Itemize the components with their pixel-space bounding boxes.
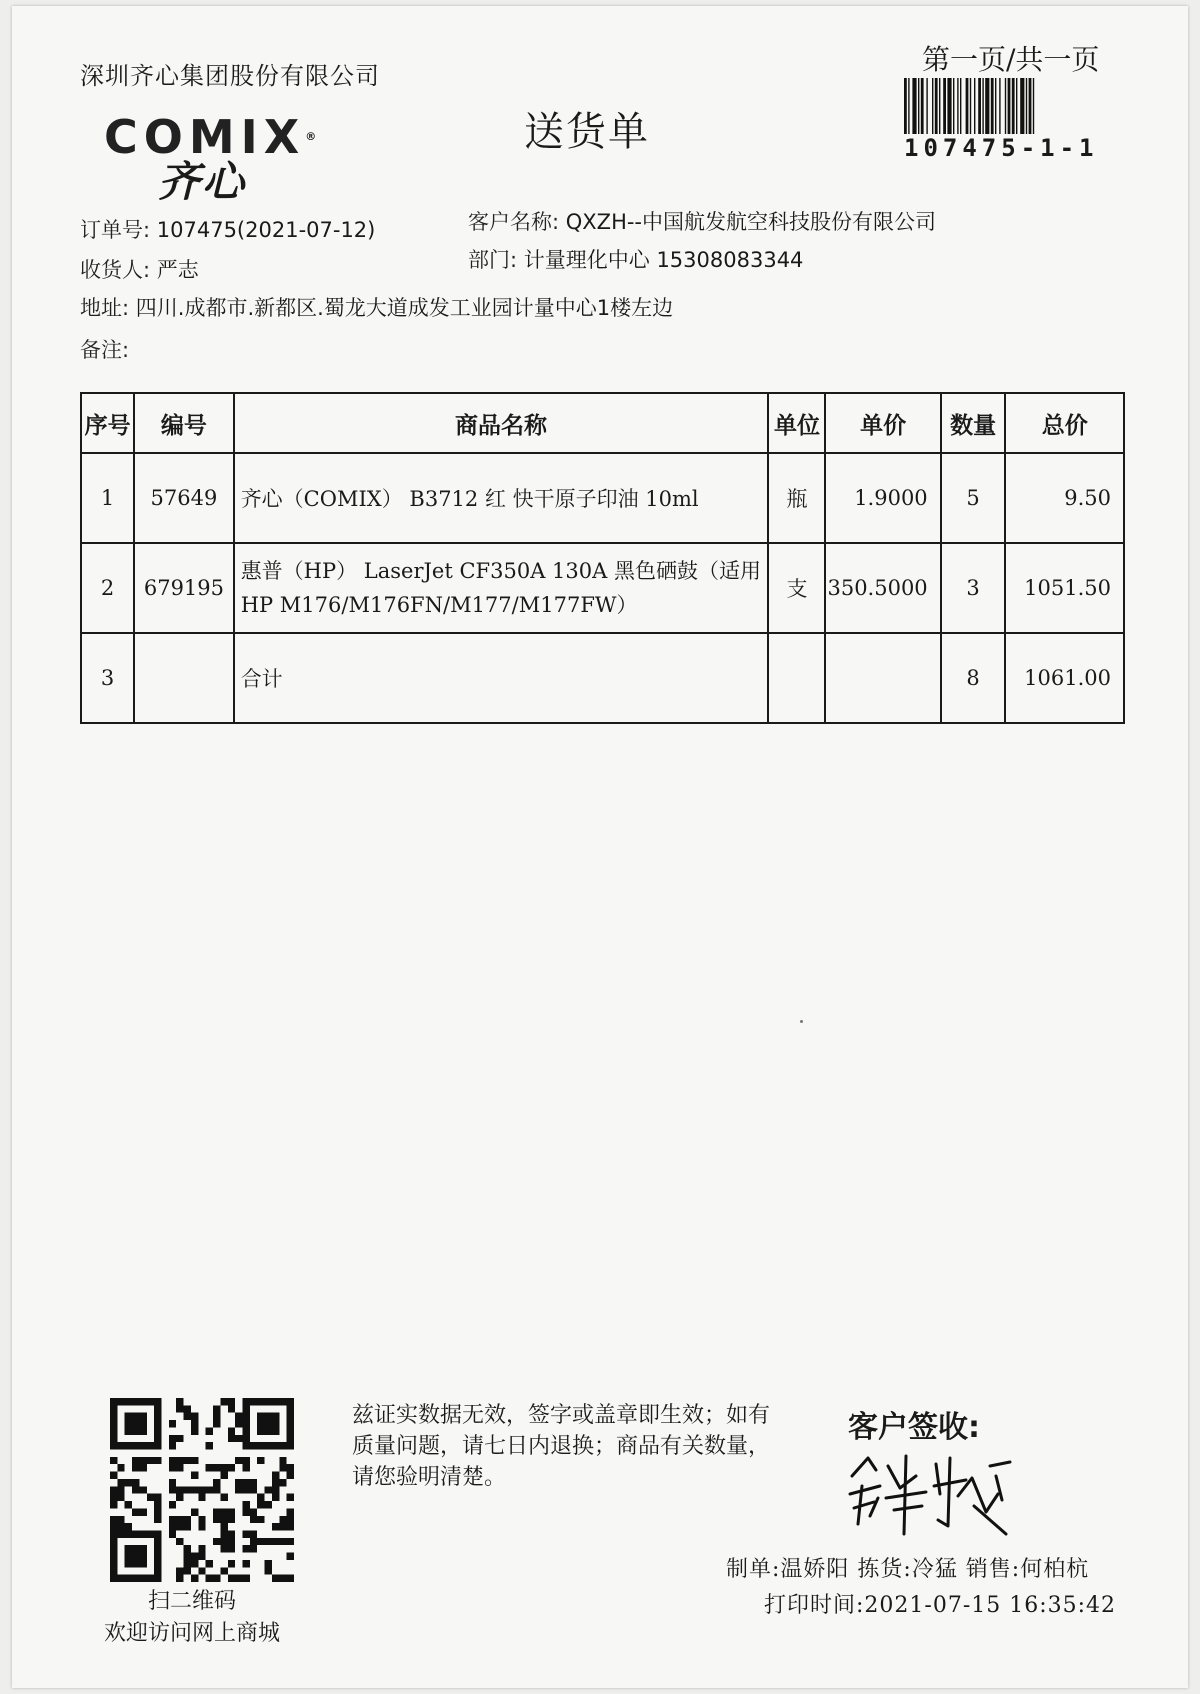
qr-module: [250, 1538, 257, 1545]
qr-module: [250, 1545, 257, 1552]
qr-module: [139, 1486, 146, 1493]
header-seq: 序号: [81, 393, 134, 453]
cell-product-name: 齐心（COMIX） B3712 红 快干原子印油 10ml: [234, 453, 769, 543]
qr-module: [235, 1435, 242, 1442]
qr-module: [228, 1516, 235, 1523]
barcode-bar: [908, 78, 909, 134]
document-title: 送货单: [524, 109, 650, 155]
notice-text: 兹证实数据无效，签字或盖章即生效；如有质量问题，请七日内退换；商品有关数量，请您验明清楚。: [352, 1403, 771, 1490]
qr-module: [132, 1479, 139, 1486]
qr-module: [176, 1435, 183, 1442]
qr-module: [191, 1486, 198, 1493]
qr-module: [154, 1516, 161, 1523]
qr-module: [272, 1538, 279, 1545]
barcode-bar: [966, 78, 969, 134]
qr-module: [169, 1457, 176, 1464]
qr-module: [213, 1516, 220, 1523]
qr-module: [110, 1494, 117, 1501]
qr-module: [287, 1508, 294, 1515]
qr-module: [213, 1464, 220, 1471]
qr-module: [279, 1575, 286, 1582]
qr-module: [228, 1435, 235, 1442]
qr-module: [198, 1523, 205, 1530]
page-indicator: 第一页/共一页: [922, 43, 1100, 76]
barcode-bar: [1008, 78, 1011, 134]
receiver-label: 收货人:: [80, 258, 151, 282]
qr-module: [242, 1479, 249, 1486]
barcode-bar: [1016, 78, 1017, 134]
qr-module: [184, 1567, 191, 1574]
logo-brand-text: COMIX®: [104, 110, 317, 164]
qr-caption-scan: 扫二维码: [148, 1589, 237, 1614]
qr-module: [206, 1464, 213, 1471]
qr-module: [228, 1560, 235, 1567]
cell-seq: 3: [81, 633, 134, 723]
qr-module: [250, 1508, 257, 1515]
qr-module: [213, 1538, 220, 1545]
qr-module: [213, 1420, 220, 1427]
barcode-bar: [1005, 78, 1006, 134]
qr-module: [176, 1575, 183, 1582]
qr-module: [220, 1472, 227, 1479]
qr-module: [169, 1435, 176, 1442]
cell-quantity: 5: [941, 453, 1006, 543]
qr-module: [206, 1560, 213, 1567]
qr-module: [242, 1457, 249, 1464]
qr-module: [272, 1486, 279, 1493]
qr-module: [265, 1501, 272, 1508]
qr-module: [132, 1508, 139, 1515]
qr-module: [220, 1398, 227, 1405]
qr-module: [213, 1405, 220, 1412]
qr-module: [220, 1464, 227, 1471]
barcode-bar: [982, 78, 983, 134]
qr-module: [279, 1516, 286, 1523]
qr-module: [250, 1516, 257, 1523]
qr-module: [272, 1472, 279, 1479]
qr-module: [265, 1560, 272, 1567]
cell-total: 1051.50: [1005, 543, 1124, 633]
qr-module: [191, 1457, 198, 1464]
qr-module: [220, 1545, 227, 1552]
qr-module: [242, 1545, 249, 1552]
qr-module: [265, 1486, 272, 1493]
qr-module: [110, 1472, 117, 1479]
qr-module: [169, 1501, 176, 1508]
header-total: 总价: [1005, 393, 1124, 453]
qr-module: [242, 1464, 249, 1471]
barcode-bar: [939, 78, 940, 134]
qr-module: [110, 1457, 117, 1464]
qr-module: [220, 1530, 227, 1537]
qr-module: [198, 1516, 205, 1523]
barcode-bar: [935, 78, 938, 134]
qr-module: [272, 1523, 279, 1530]
table-row: [81, 453, 1124, 543]
qr-module: [242, 1486, 249, 1493]
qr-module: [198, 1494, 205, 1501]
order-number-label: 订单号:: [80, 218, 151, 242]
qr-module: [235, 1457, 242, 1464]
qr-module: [206, 1427, 213, 1434]
table-row: [81, 543, 1124, 633]
qr-module: [228, 1508, 235, 1515]
delivery-note-paper: [12, 6, 1188, 1688]
barcode-bar: [953, 78, 954, 134]
qr-module: [265, 1538, 272, 1545]
qr-module: [169, 1523, 176, 1530]
cell-product-name: 惠普（HP） LaserJet CF350A 130A 黑色硒鼓（适用HP M176/M176FN/M177/M177FW）: [234, 543, 769, 633]
qr-module: [184, 1523, 191, 1530]
qr-finder-inner: [125, 1545, 147, 1567]
qr-module: [287, 1575, 294, 1582]
qr-module: [191, 1560, 198, 1567]
qr-module: [191, 1575, 198, 1582]
qr-module: [279, 1457, 286, 1464]
qr-module: [154, 1501, 161, 1508]
qr-module: [257, 1516, 264, 1523]
cell-unit-price: 1.9000: [825, 453, 940, 543]
qr-module: [257, 1501, 264, 1508]
qr-module: [169, 1420, 176, 1427]
qr-module: [235, 1486, 242, 1493]
qr-module: [132, 1457, 139, 1464]
qr-module: [117, 1523, 124, 1530]
table-row: [81, 633, 1124, 723]
qr-module: [287, 1494, 294, 1501]
barcode-icon: [902, 78, 1122, 134]
department-value: 计量理化中心 15308083344: [523, 248, 804, 272]
barcode-bar: [1026, 78, 1027, 134]
barcode-bar: [1029, 78, 1032, 134]
qr-module: [287, 1553, 294, 1560]
qr-module: [228, 1530, 235, 1537]
qr-module: [176, 1457, 183, 1464]
qr-module: [117, 1486, 124, 1493]
qr-module: [213, 1575, 220, 1582]
cell-code: [134, 633, 234, 723]
qr-module: [242, 1530, 249, 1537]
qr-module: [198, 1567, 205, 1574]
qr-module: [110, 1523, 117, 1530]
cell-quantity: 3: [941, 543, 1006, 633]
barcode-bar: [991, 78, 994, 134]
barcode-bar: [974, 78, 975, 134]
qr-module: [235, 1479, 242, 1486]
qr-module: [117, 1479, 124, 1486]
barcode-bar: [904, 78, 907, 134]
qr-module: [132, 1464, 139, 1471]
qr-module: [235, 1413, 242, 1420]
qr-module: [147, 1494, 154, 1501]
barcode-bar: [970, 78, 971, 134]
paper-speck: [800, 1020, 803, 1023]
qr-module: [169, 1442, 176, 1449]
qr-module: [191, 1553, 198, 1560]
qr-module: [250, 1486, 257, 1493]
staff-line: 制单:温娇阳 拣货:冷猛 销售:何柏杭: [726, 1557, 1090, 1582]
qr-module: [257, 1538, 264, 1545]
qr-module: [272, 1494, 279, 1501]
qr-module: [110, 1501, 117, 1508]
qr-module: [147, 1457, 154, 1464]
cell-quantity: 8: [941, 633, 1006, 723]
qr-module: [242, 1501, 249, 1508]
qr-module: [206, 1442, 213, 1449]
barcode-bar: [918, 78, 919, 134]
qr-module: [154, 1494, 161, 1501]
barcode-bar: [943, 78, 946, 134]
qr-module: [184, 1457, 191, 1464]
qr-module: [213, 1413, 220, 1420]
qr-module: [176, 1523, 183, 1530]
qr-module: [287, 1516, 294, 1523]
qr-module: [265, 1567, 272, 1574]
cell-unit: [768, 633, 825, 723]
qr-module: [154, 1457, 161, 1464]
barcode-bar: [1020, 78, 1024, 134]
logo-cn-text: 齐心: [158, 157, 247, 206]
barcode-bar: [912, 78, 916, 134]
customer-sign-label: 客户签收:: [848, 1410, 980, 1445]
barcode-bar: [978, 78, 981, 134]
qr-code-icon[interactable]: [110, 1398, 294, 1582]
qr-module: [220, 1508, 227, 1515]
barcode-bar: [921, 78, 924, 134]
receiver-field: [80, 254, 199, 284]
qr-module: [125, 1479, 132, 1486]
customer-name-field: [468, 206, 936, 236]
qr-module: [176, 1464, 183, 1471]
header-code: 编号: [134, 393, 234, 453]
qr-module: [154, 1508, 161, 1515]
qr-module: [132, 1486, 139, 1493]
qr-module: [110, 1486, 117, 1493]
qr-module: [184, 1545, 191, 1552]
order-number-field: [80, 214, 375, 244]
cell-unit: 瓶: [768, 453, 825, 543]
qr-module: [287, 1464, 294, 1471]
qr-module: [139, 1464, 146, 1471]
qr-module: [176, 1494, 183, 1501]
cell-seq: 2: [81, 543, 134, 633]
qr-module: [287, 1538, 294, 1545]
qr-module: [176, 1405, 183, 1412]
print-time: 打印时间:2021-07-15 16:35:42: [764, 1593, 1117, 1618]
qr-module: [184, 1560, 191, 1567]
qr-module: [235, 1420, 242, 1427]
qr-module: [220, 1523, 227, 1530]
order-number-value: 107475(2021-07-12): [156, 218, 376, 242]
qr-module: [117, 1464, 124, 1471]
cell-seq: 1: [81, 453, 134, 543]
qr-module: [169, 1479, 176, 1486]
qr-module: [125, 1523, 132, 1530]
qr-module: [242, 1575, 249, 1582]
qr-module: [213, 1479, 220, 1486]
cell-code: 57649: [134, 453, 234, 543]
qr-module: [191, 1420, 198, 1427]
cell-unit: 支: [768, 543, 825, 633]
address-field: [80, 292, 673, 322]
items-table: [80, 392, 1125, 724]
qr-module: [184, 1486, 191, 1493]
qr-module: [272, 1575, 279, 1582]
qr-module: [184, 1405, 191, 1412]
qr-module: [125, 1501, 132, 1508]
cell-product-name: 合计: [234, 633, 769, 723]
qr-module: [110, 1516, 117, 1523]
qr-module: [191, 1413, 198, 1420]
qr-module: [117, 1494, 124, 1501]
qr-module: [139, 1457, 146, 1464]
barcode-number: 107475-1-1: [904, 134, 1099, 162]
qr-module: [279, 1538, 286, 1545]
qr-module: [191, 1508, 198, 1515]
barcode-bar: [995, 78, 996, 134]
qr-module: [228, 1398, 235, 1405]
qr-module: [184, 1553, 191, 1560]
qr-module: [242, 1560, 249, 1567]
qr-module: [250, 1479, 257, 1486]
department-label: 部门:: [468, 248, 518, 272]
barcode-bar: [932, 78, 933, 134]
header-unit: 单位: [768, 393, 825, 453]
qr-module: [272, 1479, 279, 1486]
qr-module: [220, 1494, 227, 1501]
remark-label: 备注:: [80, 338, 130, 362]
qr-module: [228, 1464, 235, 1471]
qr-module: [257, 1494, 264, 1501]
cell-unit-price: [825, 633, 940, 723]
barcode-bar: [947, 78, 951, 134]
qr-module: [169, 1464, 176, 1471]
qr-module: [206, 1486, 213, 1493]
company-name: 深圳齐心集团股份有限公司: [80, 62, 380, 90]
qr-module: [287, 1523, 294, 1530]
qr-module: [169, 1530, 176, 1537]
qr-module: [257, 1457, 264, 1464]
qr-module: [228, 1545, 235, 1552]
qr-module: [176, 1486, 183, 1493]
qr-module: [228, 1538, 235, 1545]
table-header-row: [81, 393, 1124, 453]
qr-finder-inner: [257, 1413, 279, 1435]
barcode-bar: [926, 78, 927, 134]
remark-field: [80, 334, 129, 364]
barcode-bar: [999, 78, 1000, 134]
comix-logo: [104, 110, 324, 206]
qr-caption-mall: 欢迎访问网上商城: [104, 1621, 281, 1646]
qr-module: [228, 1427, 235, 1434]
barcode-bar: [985, 78, 989, 134]
qr-module: [176, 1567, 183, 1574]
header-product-name: 商品名称: [234, 393, 769, 453]
qr-module: [139, 1508, 146, 1515]
barcode-bar: [957, 78, 958, 134]
qr-module: [213, 1508, 220, 1515]
qr-module: [228, 1575, 235, 1582]
customer-name-label: 客户名称:: [468, 210, 560, 234]
address-label: 地址:: [80, 296, 130, 320]
qr-module: [228, 1405, 235, 1412]
qr-finder-inner: [125, 1413, 147, 1435]
qr-module: [176, 1398, 183, 1405]
qr-module: [176, 1516, 183, 1523]
receiver-value: 严志: [156, 258, 199, 282]
cell-total: 9.50: [1005, 453, 1124, 543]
qr-module: [184, 1413, 191, 1420]
qr-module: [220, 1516, 227, 1523]
qr-module: [184, 1516, 191, 1523]
address-value: 四川.成都市.新都区.蜀龙大道成发工业园计量中心1楼左边: [135, 296, 674, 320]
customer-name-value: QXZH--中国航发航空科技股份有限公司: [565, 210, 937, 234]
qr-module: [191, 1427, 198, 1434]
qr-module: [250, 1530, 257, 1537]
qr-module: [213, 1486, 220, 1493]
qr-module: [169, 1486, 176, 1493]
qr-module: [198, 1486, 205, 1493]
cell-unit-price: 350.5000: [825, 543, 940, 633]
qr-module: [206, 1575, 213, 1582]
qr-module: [235, 1575, 242, 1582]
barcode-bar: [1033, 78, 1034, 134]
header-quantity: 数量: [941, 393, 1006, 453]
qr-module: [198, 1545, 205, 1552]
qr-module: [191, 1472, 198, 1479]
handwritten-signature: [840, 1436, 1020, 1546]
qr-module: [220, 1538, 227, 1545]
qr-module: [242, 1508, 249, 1515]
qr-module: [279, 1464, 286, 1471]
qr-module: [169, 1516, 176, 1523]
qr-module: [220, 1567, 227, 1574]
cell-total: 1061.00: [1005, 633, 1124, 723]
qr-module: [176, 1538, 183, 1545]
department-field: [468, 244, 803, 274]
qr-module: [198, 1553, 205, 1560]
qr-module: [287, 1472, 294, 1479]
barcode-bar: [960, 78, 961, 134]
qr-module: [279, 1479, 286, 1486]
barcode-bar: [1012, 78, 1015, 134]
qr-module: [117, 1516, 124, 1523]
header-unit-price: 单价: [825, 393, 940, 453]
cell-code: 679195: [134, 543, 234, 633]
qr-module: [279, 1523, 286, 1530]
